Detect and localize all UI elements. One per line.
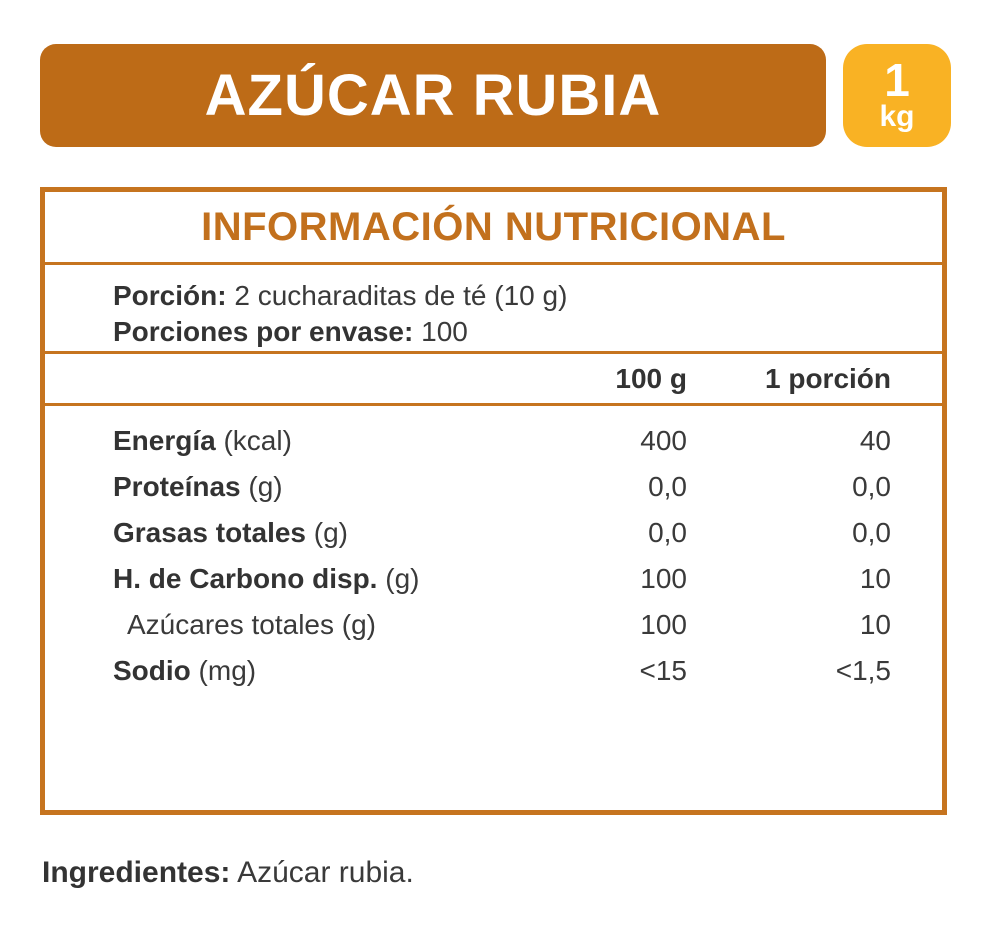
table-title: INFORMACIÓN NUTRICIONAL	[201, 204, 786, 249]
value-per-100g: <15	[639, 655, 687, 686]
nutrient-label	[45, 609, 527, 641]
weight-unit: kg	[879, 100, 915, 134]
value-per-portion: 10	[859, 609, 891, 640]
nutrient-label	[45, 563, 527, 595]
value-per-100g: 100	[640, 563, 687, 594]
servings-per-pack-line	[113, 314, 922, 350]
value-per-100g: 100	[640, 609, 687, 640]
value-per-portion: 0,0	[852, 471, 891, 502]
ingredients-line	[42, 856, 414, 890]
portion-line	[113, 278, 922, 314]
value-per-portion: 0,0	[852, 517, 891, 548]
value-per-portion: 40	[859, 425, 891, 456]
nutrient-name: Grasas totales	[113, 517, 306, 548]
column-header-100g: 100 g	[615, 362, 687, 394]
nutrient-name: H. de Carbono disp.	[113, 563, 378, 594]
value-per-portion: <1,5	[835, 655, 891, 686]
weight-value: 1	[884, 54, 910, 107]
nutrient-unit: (g)	[313, 517, 349, 548]
product-title: AZÚCAR RUBIA	[204, 63, 662, 128]
servings-per-pack-value: 100	[421, 316, 468, 347]
nutrient-unit: (g)	[248, 471, 283, 502]
weight-badge	[843, 44, 951, 147]
ingredients-label: Ingredientes:	[42, 856, 231, 889]
ingredients-value: Azúcar rubia.	[237, 856, 414, 889]
product-title-banner	[40, 44, 826, 147]
value-per-portion: 10	[859, 563, 891, 594]
nutrient-rows	[45, 406, 942, 694]
portion-value: 2 cucharaditas de té (10 g)	[234, 280, 568, 311]
nutrient-label	[45, 517, 527, 549]
servings-per-pack-label: Porciones por envase:	[113, 316, 414, 347]
nutrient-row	[45, 418, 942, 464]
nutrient-unit: (kcal)	[223, 425, 292, 456]
header	[40, 44, 951, 147]
value-per-100g: 0,0	[648, 517, 687, 548]
nutrition-facts-table	[40, 187, 947, 815]
nutrient-label	[45, 425, 527, 457]
nutrient-name: Sodio	[113, 655, 191, 686]
portion-label: Porción:	[113, 280, 227, 311]
nutrient-unit: (g)	[341, 609, 377, 640]
nutrient-name: Energía	[113, 425, 216, 456]
nutrient-name: Azúcares totales	[127, 609, 334, 640]
nutrient-row	[45, 464, 942, 510]
nutrient-name: Proteínas	[113, 471, 241, 502]
nutrient-row	[45, 648, 942, 694]
nutrient-row	[45, 602, 942, 648]
nutrient-row	[45, 510, 942, 556]
value-per-100g: 400	[640, 425, 687, 456]
nutrient-unit: (mg)	[198, 655, 257, 686]
nutrient-unit: (g)	[385, 563, 420, 594]
column-header-row	[45, 354, 942, 403]
column-header-portion: 1 porción	[764, 362, 891, 394]
nutrient-label	[45, 655, 527, 687]
nutrient-label	[45, 471, 527, 503]
nutrient-row	[45, 556, 942, 602]
value-per-100g: 0,0	[648, 471, 687, 502]
serving-info	[45, 265, 942, 351]
